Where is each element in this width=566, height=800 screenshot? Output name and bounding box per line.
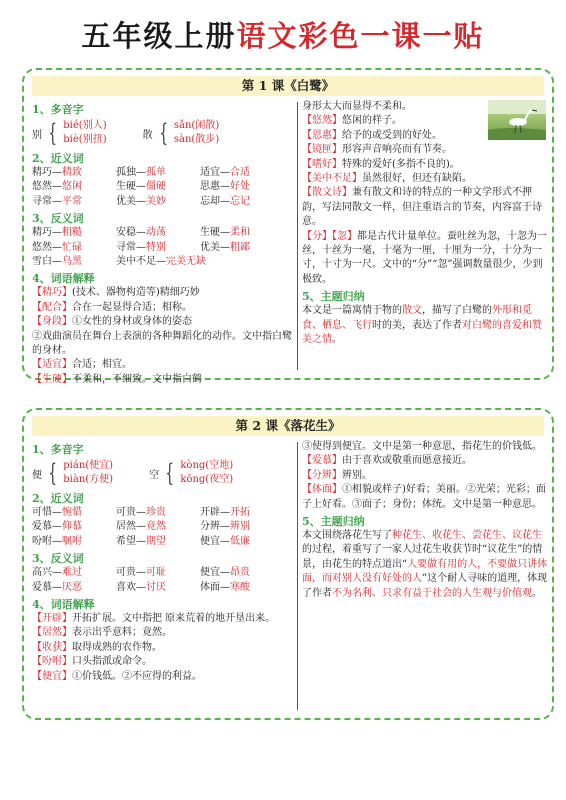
paired-word: 特别 bbox=[146, 241, 166, 253]
column-divider bbox=[297, 442, 298, 710]
term-definition: 合适；相宜。 bbox=[72, 359, 132, 371]
word-pair bbox=[32, 535, 116, 549]
word-pair bbox=[116, 520, 200, 534]
term-definition: 兼有散文和诗的特点的一种文学形式不押韵，写法同散文一样，但注重语言的节奏，内容富于诗意。 bbox=[302, 187, 542, 228]
word-pair bbox=[32, 166, 116, 180]
section-heading: 2、近义词 bbox=[32, 152, 84, 165]
paired-word: 完美无缺 bbox=[166, 256, 206, 268]
theme-summary bbox=[302, 304, 548, 347]
word-pair bbox=[116, 195, 200, 209]
word-pair bbox=[32, 226, 116, 240]
term-definition: ①价钱低。②不应得的利益。 bbox=[72, 670, 202, 682]
word: 便宜— bbox=[200, 567, 230, 579]
lesson-header: 第 1 课《白鹭》 bbox=[32, 76, 544, 96]
paired-word: 讨厌 bbox=[146, 581, 166, 593]
word: 喜欢— bbox=[116, 581, 146, 593]
synonym-grid bbox=[32, 506, 294, 549]
paired-word: 惋惜 bbox=[62, 507, 82, 518]
reading: kōng(夜空) bbox=[180, 474, 234, 485]
term-tag: 【体面】 bbox=[302, 484, 342, 496]
highlight-text: 种花生、收花生、尝花生、议花生 bbox=[392, 530, 542, 542]
word: 悠然— bbox=[32, 241, 62, 253]
word-pair bbox=[200, 520, 290, 534]
term-tag: 【适宜】 bbox=[32, 359, 72, 371]
term-definition: ①相貌或样子)好看；美丽。②光荣；光彩；面子上好看。③面子；身份；体统。文中是第一种意思。 bbox=[302, 484, 546, 510]
term-definition: 不柔和，不细致。文中指白鹤 bbox=[72, 373, 202, 385]
word: 可贵— bbox=[116, 507, 146, 518]
paired-word: 难过 bbox=[62, 567, 82, 579]
term-definition: 合在一起显得合适；相称。 bbox=[72, 301, 192, 313]
paired-word: 寒酸 bbox=[230, 581, 250, 593]
paired-word: 平常 bbox=[62, 195, 82, 207]
term-definition: (技术、器物构造等)精细巧妙 bbox=[72, 287, 200, 299]
term-tag: 【分辨】 bbox=[302, 469, 342, 481]
page-title bbox=[0, 14, 566, 55]
section-heading: 4、词语解释 bbox=[32, 272, 95, 286]
paired-word: 开拓 bbox=[230, 507, 250, 518]
continued-text: ③使得到便宜。文中是第一种意思，指花生的价钱低。 bbox=[302, 441, 542, 452]
term-definition: 给予的或受到的好处。 bbox=[342, 129, 442, 141]
term-tag: 【恩惠】 bbox=[302, 129, 342, 141]
continued-text: 身形太大而显得不柔和。 bbox=[302, 101, 412, 112]
explanation-item bbox=[32, 330, 294, 359]
paired-word: 厌恶 bbox=[62, 581, 82, 593]
paired-word: 僵硬 bbox=[146, 181, 166, 193]
word-pair bbox=[200, 195, 290, 209]
polyphone-row bbox=[32, 457, 294, 489]
word-pair bbox=[200, 581, 290, 595]
word-pair bbox=[32, 506, 116, 520]
word: 思惠— bbox=[200, 181, 230, 193]
word: 生硬— bbox=[116, 181, 146, 193]
theme-text: 的过程，着重写了一家人过花生收获节时“议花生”的情景，由花生的特点道出“ bbox=[302, 544, 543, 570]
word: 适宜— bbox=[200, 167, 230, 178]
right-column bbox=[302, 100, 548, 372]
word-pair bbox=[116, 535, 200, 549]
word-pair bbox=[116, 255, 206, 269]
term-tag: 【分】【忽】 bbox=[302, 230, 357, 242]
theme-text: 本文围绕落花生写了 bbox=[302, 530, 392, 542]
explanation-item bbox=[32, 655, 294, 669]
highlight-text: 不为名利、只求有益于社会的人生观与价值观 bbox=[332, 587, 532, 599]
paired-word: 辨别 bbox=[230, 521, 250, 533]
lesson-header: 第 2 课《落花生》 bbox=[32, 416, 544, 436]
word: 希望— bbox=[116, 535, 146, 547]
term-tag: 【开辟】 bbox=[32, 613, 72, 625]
term-tag: 【爱慕】 bbox=[302, 455, 342, 467]
paired-word: 动荡 bbox=[146, 227, 166, 239]
brace-icon: { bbox=[159, 119, 168, 147]
term-tag: 【居然】 bbox=[32, 627, 72, 639]
title-part2: 语文彩色一课一贴 bbox=[236, 19, 485, 53]
term-tag: 【精巧】 bbox=[32, 287, 72, 299]
word: 吩咐— bbox=[32, 535, 62, 547]
theme-summary bbox=[302, 529, 548, 601]
term-tag: 【生硬】 bbox=[32, 373, 72, 385]
term-tag: 【美中不足】 bbox=[302, 173, 362, 185]
word-pair bbox=[32, 180, 116, 194]
term-tag: 【收获】 bbox=[32, 641, 72, 653]
paired-word: 柔和 bbox=[230, 227, 250, 239]
theme-text: 。 bbox=[532, 587, 542, 599]
word-pair bbox=[200, 535, 290, 549]
antonym-grid bbox=[32, 566, 294, 595]
term-tag: 【吩咐】 bbox=[32, 656, 72, 668]
term-tag: 【散文诗】 bbox=[302, 187, 352, 199]
explanation-item bbox=[32, 626, 294, 640]
term-definition: 形容声音响亮而有节奏。 bbox=[342, 144, 452, 156]
term-tag: 【配合】 bbox=[32, 301, 72, 313]
word: 爱慕— bbox=[32, 521, 62, 533]
paired-word: 合适 bbox=[230, 167, 250, 178]
explanation-item bbox=[302, 469, 548, 483]
word-pair bbox=[116, 506, 200, 520]
word: 体面— bbox=[200, 581, 230, 593]
paired-word: 昂贵 bbox=[230, 567, 250, 579]
word: 寻常— bbox=[32, 195, 62, 207]
explanation-item bbox=[32, 286, 294, 300]
word-pair bbox=[116, 241, 200, 255]
explanation-item bbox=[302, 186, 548, 229]
paired-word: 粗糙 bbox=[62, 227, 82, 239]
word: 可惜— bbox=[32, 507, 62, 518]
paired-word: 仰慕 bbox=[62, 521, 82, 533]
term-tag: 【便宜】 bbox=[32, 670, 72, 682]
poly-char: 空 bbox=[149, 469, 160, 481]
word: 精巧— bbox=[32, 167, 62, 178]
word-pair bbox=[32, 581, 116, 595]
term-definition: 取得成熟的农作物。 bbox=[72, 641, 162, 653]
paired-word: 孤单 bbox=[146, 167, 166, 178]
term-tag: 【悠然】 bbox=[302, 115, 342, 127]
poly-char: 散 bbox=[142, 129, 153, 141]
theme-text: ”这个耐人寻味的道理，体现了作者 bbox=[302, 573, 548, 599]
explanation-list bbox=[32, 286, 294, 387]
explanation-list bbox=[32, 612, 294, 684]
word: 优美— bbox=[116, 195, 146, 207]
highlight-text: 人要做有用的人，不要做只讲体面，而对别人没有好处的人 bbox=[302, 558, 548, 585]
paired-word: 好处 bbox=[230, 181, 250, 193]
title-part1: 五年级上册 bbox=[81, 19, 237, 53]
word: 爱慕— bbox=[32, 581, 62, 593]
term-definition: 开拓扩展。文中指把 原来荒着的地开垦出来。 bbox=[72, 613, 276, 625]
section-heading: 5、主题归纳 bbox=[302, 290, 365, 304]
word-pair bbox=[116, 226, 200, 240]
term-definition: 表示出乎意料；竟然。 bbox=[72, 627, 172, 639]
word-pair bbox=[116, 180, 200, 194]
explanation-item bbox=[32, 315, 294, 329]
section-heading: 5、主题归纳 bbox=[302, 515, 365, 529]
word: 高兴— bbox=[32, 567, 62, 579]
paired-word: 期望 bbox=[146, 535, 166, 547]
paired-word: 乌黑 bbox=[62, 256, 82, 268]
word-pair bbox=[32, 195, 116, 209]
term-definition: 特殊的爱好(多指不良的)。 bbox=[342, 158, 460, 170]
lesson-card-2 bbox=[22, 408, 554, 720]
section-heading: 2、近义词 bbox=[32, 492, 84, 505]
word-pair bbox=[200, 255, 290, 269]
paired-word: 粗鄙 bbox=[230, 241, 250, 253]
reading: biàn(方便) bbox=[63, 474, 114, 485]
highlight-text: 散文 bbox=[402, 305, 422, 317]
term-definition: ①女性的身材或身体的姿态 bbox=[72, 316, 192, 328]
term-definition: ②戏曲演员在舞台上表演的各种舞蹈化的动作。文中指白鹭的身材。 bbox=[32, 330, 292, 357]
highlight-text: 对白鹭的喜爱和赞美之情 bbox=[302, 319, 542, 346]
highlight-text: 外形和觅食、栖息、飞行 bbox=[302, 305, 532, 331]
theme-text: 。 bbox=[332, 334, 342, 346]
word: 孤独— bbox=[116, 167, 146, 178]
word-pair bbox=[200, 506, 290, 520]
word-pair bbox=[200, 241, 290, 255]
word-pair bbox=[200, 166, 290, 180]
reading: bié(别人) bbox=[63, 120, 107, 131]
term-definition: 由于喜欢或敬重而愿意接近。 bbox=[342, 455, 472, 467]
theme-text: 本文是一篇寓情于物的 bbox=[302, 305, 402, 317]
word-pair bbox=[32, 255, 116, 269]
poly-char: 别 bbox=[32, 129, 42, 141]
paired-word: 忙碌 bbox=[62, 241, 82, 253]
antonym-grid bbox=[32, 226, 294, 269]
word-pair bbox=[200, 226, 290, 240]
term-definition: 都是古代计量单位。蚕吐丝为忽，十忽为一丝，十丝为一毫，十毫为一厘，十厘为一分，十分为一寸，十寸为一尺。文中的“分”“忽”强调数量很少，少到极致。 bbox=[302, 230, 547, 285]
poly-char: 便 bbox=[32, 469, 42, 481]
reading: biè(别扭) bbox=[63, 134, 107, 145]
section-heading: 3、反义词 bbox=[32, 212, 84, 226]
word: 分辨— bbox=[200, 521, 230, 533]
explanation-item bbox=[32, 358, 294, 372]
word: 忘却— bbox=[200, 195, 230, 207]
word: 开辟— bbox=[200, 507, 230, 518]
word-pair bbox=[116, 581, 200, 595]
reading: pián(便宜) bbox=[63, 460, 114, 471]
explanation-item bbox=[302, 158, 548, 172]
paired-word: 可耻 bbox=[146, 567, 166, 579]
word: 精巧— bbox=[32, 227, 62, 239]
explanation-item bbox=[302, 143, 548, 157]
word: 可贵— bbox=[116, 567, 146, 579]
reading: sǎn(闲散) bbox=[173, 120, 220, 131]
term-definition: 口头指派或命令。 bbox=[72, 656, 152, 668]
explanation-item bbox=[32, 373, 294, 387]
paired-word: 悠闲 bbox=[62, 181, 82, 193]
theme-text: ，描写了白鹭的 bbox=[422, 305, 492, 317]
word: 寻常— bbox=[116, 241, 146, 253]
explanation-item bbox=[32, 612, 294, 626]
term-tag: 【镜匣】 bbox=[302, 144, 342, 156]
term-definition: 虽然很好，但还有缺陷。 bbox=[362, 173, 472, 185]
paired-word: 精致 bbox=[62, 167, 82, 178]
word: 便宜— bbox=[200, 535, 230, 547]
word: 安稳— bbox=[116, 227, 146, 239]
term-definition: 悠闲的样子。 bbox=[342, 115, 402, 127]
word-pair bbox=[116, 566, 200, 580]
explanation-item bbox=[302, 230, 548, 288]
polyphone-row bbox=[32, 117, 294, 149]
term-definition: 辨别。 bbox=[342, 469, 372, 481]
word: 优美— bbox=[200, 241, 230, 253]
word-pair bbox=[32, 520, 116, 534]
column-divider bbox=[297, 102, 298, 370]
brace-icon: { bbox=[165, 459, 174, 487]
word: 生硬— bbox=[200, 227, 230, 239]
right-column bbox=[302, 440, 548, 712]
section-heading: 4、词语解释 bbox=[32, 598, 95, 612]
left-column bbox=[32, 440, 294, 712]
synonym-grid bbox=[32, 166, 294, 209]
paired-word: 珍贵 bbox=[146, 507, 166, 518]
reading: sàn(散步) bbox=[173, 134, 220, 145]
explanation-list bbox=[302, 454, 548, 512]
word: 居然— bbox=[116, 521, 146, 533]
explanation-item bbox=[32, 301, 294, 315]
section-heading: 1、多音字 bbox=[32, 443, 84, 456]
egret-image bbox=[488, 100, 546, 140]
paired-word: 竟然 bbox=[146, 521, 166, 533]
word-pair bbox=[116, 166, 200, 180]
brace-icon: { bbox=[48, 119, 57, 147]
left-column bbox=[32, 100, 294, 385]
lesson-card-1 bbox=[22, 68, 554, 385]
explanation-list bbox=[302, 114, 548, 287]
explanation-item bbox=[32, 641, 294, 655]
term-tag: 【嗜好】 bbox=[302, 158, 342, 170]
word-pair bbox=[200, 180, 290, 194]
explanation-item bbox=[302, 454, 548, 468]
word-pair bbox=[200, 566, 290, 580]
word: 悠然— bbox=[32, 181, 62, 193]
paired-word: 嘱咐 bbox=[62, 535, 82, 547]
explanation-item bbox=[302, 483, 548, 512]
explanation-item bbox=[302, 172, 548, 186]
paired-word: 忘记 bbox=[230, 195, 250, 207]
theme-text: 时的美，表达了作者 bbox=[372, 319, 462, 331]
reading: kòng(空地) bbox=[180, 460, 234, 471]
paired-word: 美妙 bbox=[146, 195, 166, 207]
paired-word: 低廉 bbox=[230, 535, 250, 547]
word-pair bbox=[32, 241, 116, 255]
word: 雪白— bbox=[32, 256, 62, 268]
section-heading: 1、多音字 bbox=[32, 103, 84, 116]
brace-icon: { bbox=[48, 459, 57, 487]
term-tag: 【身段】 bbox=[32, 316, 72, 328]
explanation-item bbox=[32, 670, 294, 684]
word: 美中不足— bbox=[116, 256, 166, 268]
word-pair bbox=[32, 566, 116, 580]
section-heading: 3、反义词 bbox=[32, 552, 84, 566]
